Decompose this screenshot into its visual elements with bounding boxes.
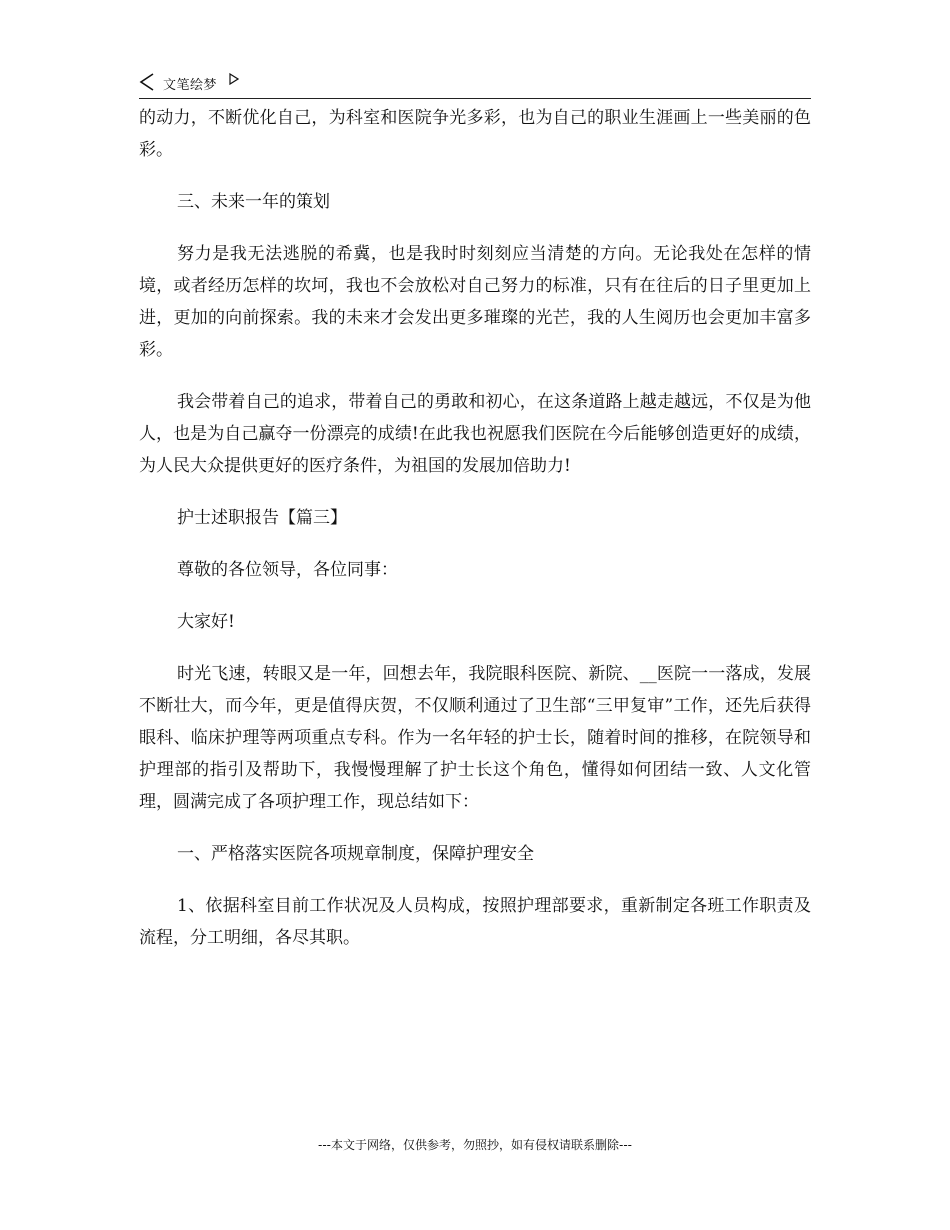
salutation: 尊敬的各位领导，各位同事： [177,560,398,580]
section-heading-future-plan: 三、未来一年的策划 [177,192,330,212]
footer-disclaimer: ---本文于网络，仅供参考，勿照抄，如有侵权请联系删除--- [318,1138,632,1152]
paragraph-review: 时光飞速，转眼又是一年，回想去年，我院眼科医院、新院、__医院一一落成，发展不断壮大，而今年，更是值得庆贺，不仅顺利通过了卫生部“三甲复审”工作，还先后获得眼科、临床护理等两项重点专科。作为一名年轻的护士长，随着时间的推移，在院领导和护理部的指引及帮助下，我慢慢理解了护士长这个角色，懂得如何团结一致、人文化管理，圆满完成了各项护理工作，现总结如下： [139,664,811,812]
left-triangle-icon [139,72,155,92]
list-item-1: 1、依据科室目前工作状况及人员构成，按照护理部要求，重新制定各班工作职责及流程，分工明细，各尽其职。 [139,896,811,948]
report-title-part-three: 护士述职报告【篇三】 [177,508,347,528]
page-header [139,72,811,99]
paragraph-continuation: 的动力，不断优化自己，为科室和医院争光多彩，也为自己的职业生涯画上一些美丽的色彩。 [139,108,811,160]
paragraph-pursuit: 我会带着自己的追求，带着自己的勇敢和初心，在这条道路上越走越远，不仅是为他人，也是为自己赢夺一份漂亮的成绩!在此我也祝愿我们医院在今后能够创造更好的成绩，为人民大众提供更好的医疗条件，为祖国的发展加倍助力! [139,392,811,476]
document-body [139,102,811,954]
right-triangle-icon [229,72,239,86]
brand-title: 文笔绘梦 [163,78,218,93]
section-heading-regulations: 一、严格落实医院各项规章制度，保障护理安全 [177,844,534,864]
paragraph-effort: 努力是我无法逃脱的希冀，也是我时时刻刻应当清楚的方向。无论我处在怎样的情境，或者经历怎样的坎坷，我也不会放松对自己努力的标准，只有在往后的日子里更加上进，更加的向前探索。我的未来才会发出更多璀璨的光芒，我的人生阅历也会更加丰富多彩。 [139,244,811,360]
greeting: 大家好! [177,612,235,632]
